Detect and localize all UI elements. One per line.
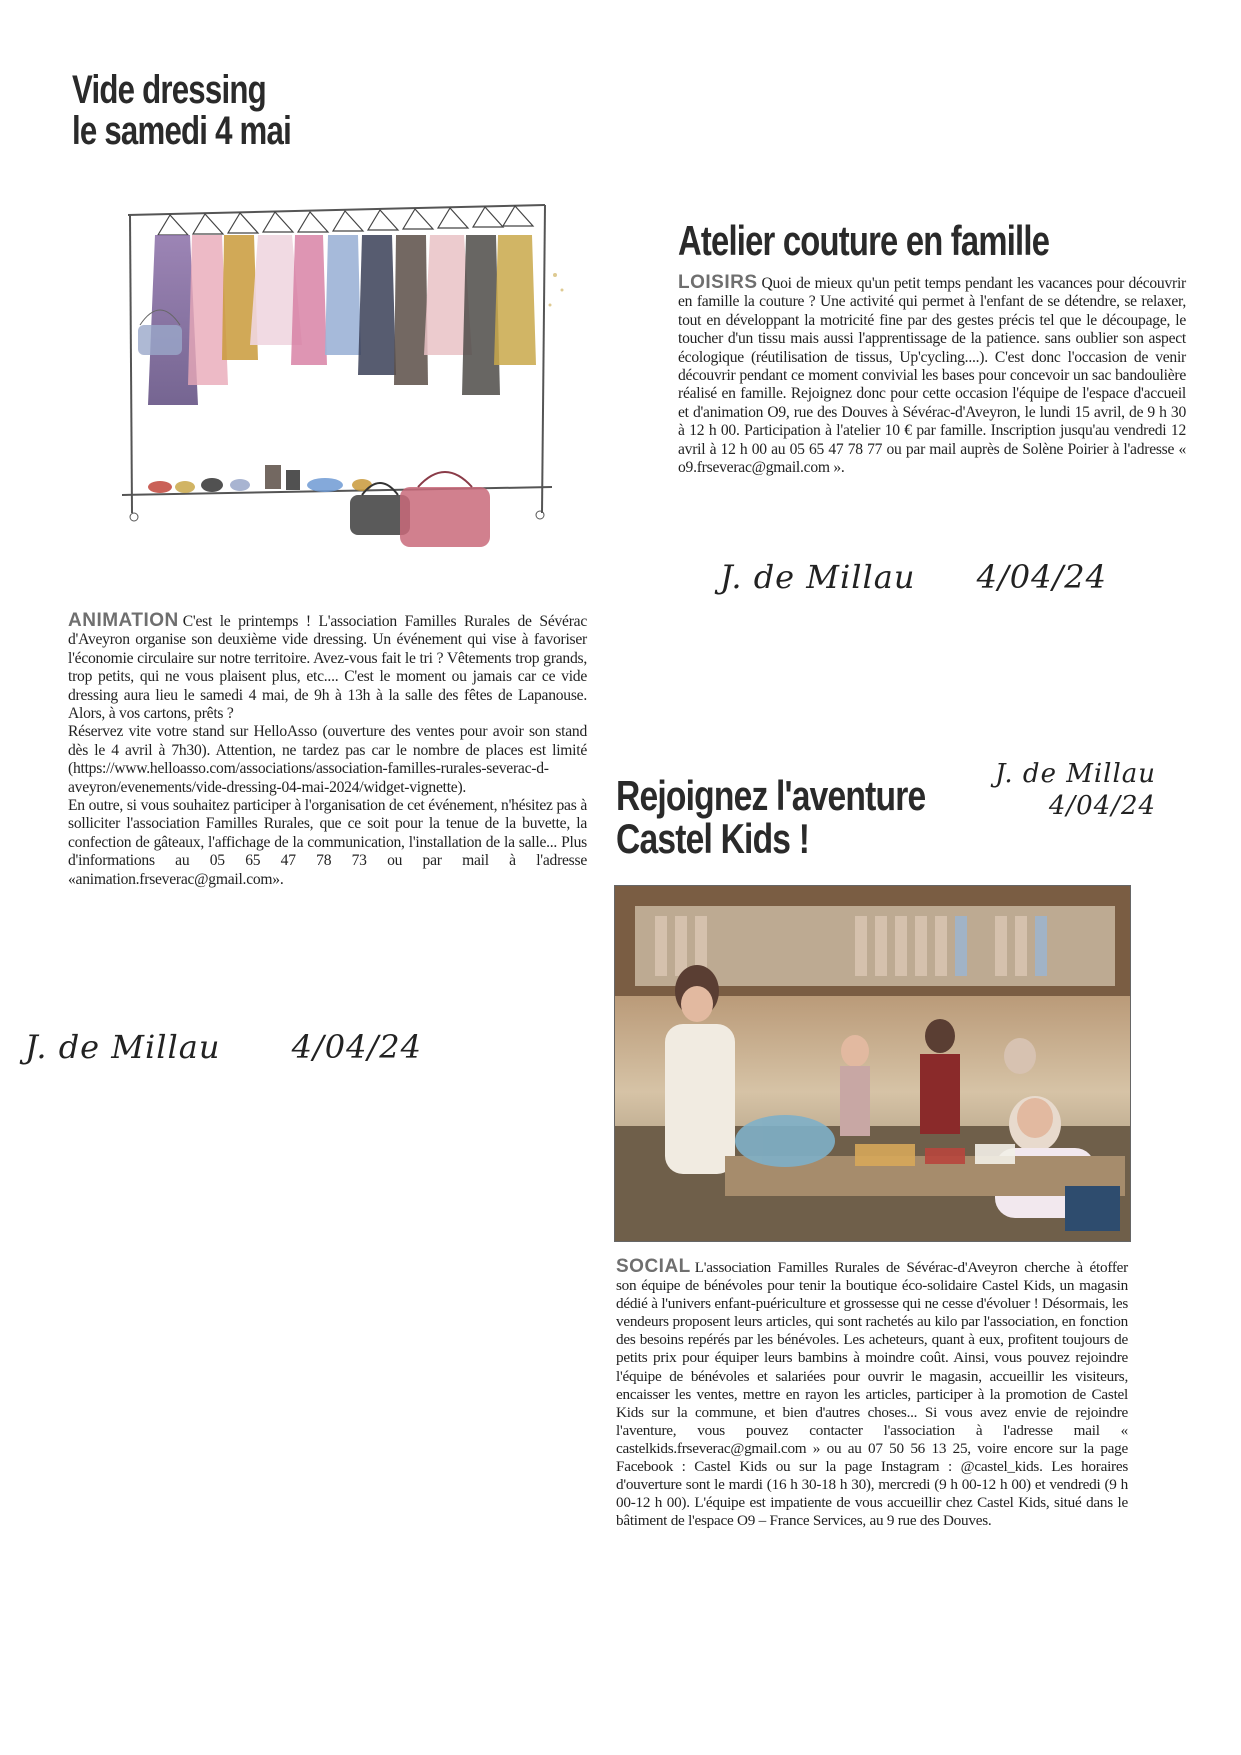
vide-signature-date: 4/04/24 bbox=[291, 1028, 422, 1066]
vide-signature bbox=[25, 1028, 422, 1066]
faded-text-above-atelier bbox=[678, 194, 1148, 218]
vide-title-line1: Vide dressing bbox=[72, 68, 266, 112]
castel-kids-photo bbox=[614, 885, 1131, 1242]
atelier-title: Atelier couture en famille bbox=[678, 217, 1050, 264]
vide-paragraph-3: En outre, si vous souhaitez participer à l'organisation de cet événement, n'hésitez pas à solliciter l'association Familles Rurales, que ce soit pour la tenue de la buvette, la confection de gâteaux, l'affichage de la communication, l'installation de la salle... Plus d'informations au 05 65 47 78 73 ou par mail à l'adresse «animation.frseverac@gmail.com». bbox=[68, 797, 587, 888]
vide-title-line2: le samedi 4 mai bbox=[72, 108, 291, 153]
vide-signature-source: J. de Millau bbox=[25, 1028, 221, 1066]
atelier-paragraph: Quoi de mieux qu'un petit temps pendant les vacances pour découvrir en famille la couture ? Une activité qui permet à l'enfant de se détendre, se relaxer, tout en développant la motricité fine par des gestes précis tel que le découpage, le toucher d'un tissu mais aussi l'apprentissage de la patience. sans oublier son aspect écologique (réutilisation de tissus, Up'cycling....). C'est donc l'occasion de venir découvrir pendant ce moment convivial les bases pour concevoir un sac bandoulière réalisé en famille. Rejoignez donc pour cette occasion l'équipe de l'espace d'accueil et d'animation O9, rue des Douves à Sévérac-d'Aveyron, le lundi 15 avril, de 9 h 30 à 12 h 00. Participation à l'atelier 10 € par famille. Inscription jusqu'au vendredi 12 avril à 12 h 00 au 05 65 47 78 77 ou par mail auprès de Solène Poirier à l'adresse « o9.frseverac@gmail.com ». bbox=[678, 275, 1186, 477]
vide-body bbox=[68, 612, 587, 889]
atelier-signature-source: J. de Millau bbox=[720, 558, 916, 596]
atelier-signature-date: 4/04/24 bbox=[976, 558, 1107, 596]
atelier-body bbox=[678, 274, 1186, 477]
castel-paragraph: L'association Familles Rurales de Sévérac-d'Aveyron cherche à étoffer son équipe de bénévoles pour tenir la boutique éco-solidaire Castel Kids, un magasin dédié à l'univers enfant-puériculture et grossesse qui ne cesse d'évoluer ! Désormais, les vendeurs proposent leurs articles, qui sont rachetés au kilo par l'association, en fonction des besoins repérés par les bénévoles. Les acheteurs, quant à eux, profitent toujours de petits prix pour équiper leurs bambins à moindre coût. Ainsi, vous pouvez rejoindre l'équipe de bénévoles et salariées pour ouvrir le magasin, accueillir les visiteurs, encaisser les ventes, mettre en rayon les articles, participer à la promotion de Castel Kids sur la commune, et bien d'autres choses... Si vous avez envie de rejoindre l'aventure, vous pouvez contacter l'association à l'adresse mail « castelkids.frseverac@gmail.com » ou au 07 50 56 13 25, voire encore sur la page Facebook : Castel Kids ou sur la page Instagram : @castel_kids. Les horaires d'ouverture sont le mardi (16 h 30-18 h 30), mercredi (9 h 00-12 h 00) et vendredi (9 h 00-12 h 00). L'équipe est impatiente de vous accueillir chez Castel Kids, situé dans le bâtiment de l'espace O9 – France Services, au 9 rue des Douves. bbox=[616, 1259, 1128, 1530]
vide-title bbox=[72, 70, 291, 152]
clothes-rack-illustration bbox=[100, 195, 570, 575]
atelier-kicker: LOISIRS bbox=[678, 272, 758, 293]
castel-signature bbox=[995, 758, 1156, 822]
castel-signature-date: 4/04/24 bbox=[1048, 791, 1157, 821]
castel-title-line2: Castel Kids ! bbox=[616, 814, 810, 862]
castel-title bbox=[616, 772, 926, 862]
vide-paragraph-1: C'est le printemps ! L'association Familles Rurales de Sévérac d'Aveyron organise son deuxième vide dressing. Un événement qui vise à favoriser l'économie circulaire sur notre territoire. Avez-vous fait le tri ? Vêtements trop grands, trop petits, qui ne vous plaisent plus, etc.... C'est le moment ou jamais car ce vide dressing aura lieu le samedi 4 mai, de 9h à 13h à la salle des fêtes de Lapanouse. Alors, à vos cartons, prêts ? bbox=[68, 613, 587, 723]
castel-kicker: SOCIAL bbox=[616, 1256, 691, 1277]
vide-paragraph-2: Réservez vite votre stand sur HelloAsso (ouverture des ventes pour avoir son stand dès le 4 avril à 7h30). Attention, ne tardez pas car le nombre de places est limité (https://www.helloasso.com/associations/association-familles-rurales-severac-d-aveyron/evenements/vide-dressing-04-mai-2024/widget-vignette). bbox=[68, 723, 587, 796]
castel-signature-source: J. de Millau bbox=[995, 759, 1157, 789]
castel-body bbox=[616, 1258, 1128, 1530]
castel-title-line1: Rejoignez l'aventure bbox=[616, 772, 926, 819]
vide-kicker: ANIMATION bbox=[68, 610, 179, 631]
castel-kids-photo-scene bbox=[615, 886, 1130, 1241]
faded-text-behind-title bbox=[960, 815, 1135, 875]
atelier-signature bbox=[720, 558, 1107, 596]
faded-text-below-photo bbox=[614, 1244, 1129, 1256]
